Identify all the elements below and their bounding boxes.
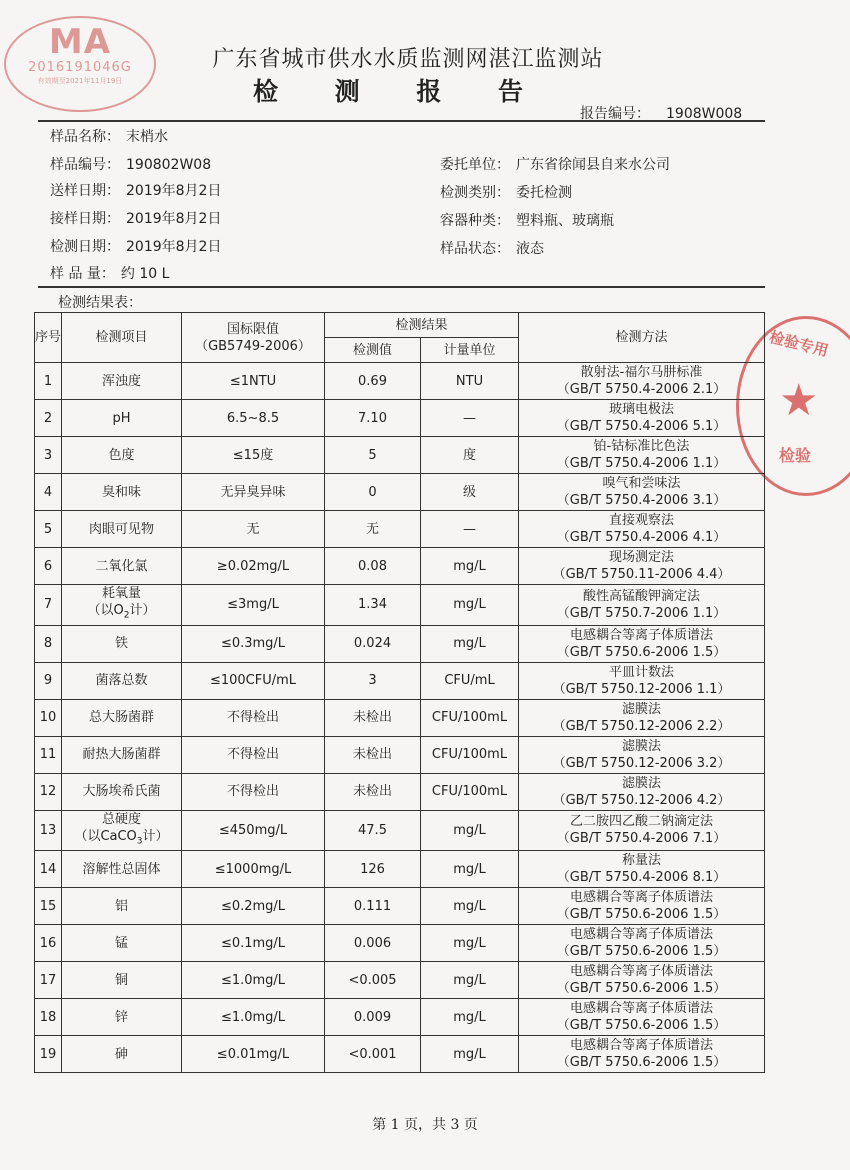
row-no: 3 [35, 437, 62, 474]
row-item [62, 925, 182, 962]
row-value: 0.024 [325, 625, 421, 662]
page-indicator: 第 1 页，共 3 页 [372, 1117, 478, 1133]
row-unit: CFU/mL [421, 662, 519, 699]
row-method-standard: （GB/T 5750.4-2006 8.1） [556, 870, 727, 886]
report-number-label: 报告编号： [580, 106, 650, 122]
results-table-body [35, 363, 765, 1073]
row-limit: ≤0.2mg/L [182, 888, 325, 925]
row-limit: 6.5~8.5 [182, 400, 325, 437]
table-row [35, 999, 765, 1036]
row-item-name: 铝 [114, 898, 128, 914]
row-item [62, 625, 182, 662]
row-method-name: 滤膜法 [622, 775, 662, 791]
row-limit: 不得检出 [182, 773, 325, 810]
header-rule [38, 120, 765, 122]
row-method-name: 乙二胺四乙酸二钠滴定法 [570, 814, 714, 830]
row-unit: mg/L [421, 851, 519, 888]
row-method [519, 363, 765, 400]
row-value: 5 [325, 437, 421, 474]
row-method-standard: （GB/T 5750.6-2006 1.5） [556, 944, 727, 960]
row-method [519, 400, 765, 437]
table-row [35, 736, 765, 773]
row-limit: 不得检出 [182, 699, 325, 736]
col-header-limit [182, 313, 325, 363]
row-method-name: 电感耦合等离子体质谱法 [570, 964, 714, 980]
row-method-name: 嗅气和尝味法 [602, 476, 681, 491]
row-no: 16 [35, 925, 62, 962]
row-no: 1 [35, 363, 62, 400]
row-unit: — [421, 511, 519, 548]
row-value: 0.69 [325, 363, 421, 400]
row-method-standard: （GB/T 5750.4-2006 2.1） [556, 382, 727, 397]
table-row [35, 474, 765, 511]
row-no: 12 [35, 773, 62, 810]
row-method [519, 1036, 765, 1073]
received-date-row [50, 208, 221, 228]
client-label: 委托单位： [440, 157, 510, 173]
row-no: 15 [35, 888, 62, 925]
sent-date-value: 2019年8月2日 [126, 183, 222, 199]
row-item-name: pH [112, 410, 131, 426]
col-header-unit: 计量单位 [421, 338, 519, 363]
row-item-name: 砷 [114, 1046, 128, 1062]
row-unit: mg/L [421, 999, 519, 1036]
sample-name-row [50, 126, 168, 146]
row-item-name: 铜 [114, 972, 128, 988]
results-table [34, 312, 765, 1073]
row-limit: ≤1NTU [182, 363, 325, 400]
row-method [519, 925, 765, 962]
row-method-standard: （GB/T 5750.6-2006 1.5） [556, 644, 727, 660]
cma-stamp-letters: MA [48, 22, 112, 62]
row-item [62, 699, 182, 736]
col-header-method: 检测方法 [519, 313, 765, 363]
row-value: 0.006 [325, 925, 421, 962]
row-method [519, 962, 765, 999]
row-method [519, 548, 765, 585]
sample-qty-row [50, 263, 169, 283]
row-item [62, 548, 182, 585]
row-unit: CFU/100mL [421, 773, 519, 810]
table-row [35, 699, 765, 736]
sent-date-row [50, 180, 221, 200]
row-no: 17 [35, 962, 62, 999]
row-no: 14 [35, 851, 62, 888]
row-unit: mg/L [421, 925, 519, 962]
row-no: 6 [35, 548, 62, 585]
row-limit: ≤15度 [182, 437, 325, 474]
row-method-name: 滤膜法 [622, 738, 662, 754]
row-item-name: 二氧化氯 [95, 558, 148, 574]
sample-id-label: 样品编号： [50, 157, 120, 173]
sample-qty-value: 约 10 L [120, 266, 170, 282]
row-unit: mg/L [421, 1036, 519, 1073]
row-no: 2 [35, 400, 62, 437]
sample-name-label: 样品名称： [50, 129, 120, 145]
row-no: 19 [35, 1036, 62, 1073]
row-item-basis-text: （以O [87, 603, 124, 618]
info-rule [38, 286, 765, 288]
row-value: 0 [325, 474, 421, 511]
row-method-standard: （GB/T 5750.4-2006 5.1） [556, 419, 727, 434]
table-row [35, 962, 765, 999]
row-item [62, 888, 182, 925]
sent-date-label: 送样日期： [50, 183, 120, 199]
row-method-name: 电感耦合等离子体质谱法 [570, 1001, 714, 1017]
row-method-standard: （GB/T 5750.6-2006 1.5） [556, 1055, 727, 1071]
row-item [62, 736, 182, 773]
table-row [35, 585, 765, 626]
row-limit: 不得检出 [182, 736, 325, 773]
row-value: 0.009 [325, 999, 421, 1036]
row-method [519, 851, 765, 888]
row-no: 5 [35, 511, 62, 548]
row-item-basis [62, 602, 181, 625]
row-method [519, 625, 765, 662]
row-no: 8 [35, 625, 62, 662]
test-type-value: 委托检测 [516, 185, 572, 201]
row-method-standard: （GB/T 5750.6-2006 1.5） [556, 907, 727, 923]
cma-stamp-code: 2016191046G [28, 60, 132, 75]
row-unit: CFU/100mL [421, 699, 519, 736]
row-limit: ≤3mg/L [182, 585, 325, 626]
row-item [62, 662, 182, 699]
row-value: 未检出 [325, 773, 421, 810]
cma-stamp [4, 16, 156, 112]
row-item-name: 色度 [108, 447, 135, 463]
row-item-name: 溶解性总固体 [82, 861, 161, 877]
col-header-limit-label: 国标限值 [226, 321, 279, 337]
row-no: 4 [35, 474, 62, 511]
row-limit: 无异臭异味 [182, 474, 325, 511]
row-method-standard: （GB/T 5750.4-2006 3.1） [556, 493, 727, 508]
organization-title: 广东省城市供水水质监测网湛江监测站 [212, 47, 604, 72]
sample-qty-label: 样 品 量： [50, 266, 115, 282]
row-value: 无 [325, 511, 421, 548]
col-header-limit-std: （GB5749-2006） [195, 338, 311, 354]
row-method-name: 散射法-福尔马肼标准 [580, 365, 703, 380]
row-method-name: 平皿计数法 [609, 664, 675, 680]
row-value: 未检出 [325, 699, 421, 736]
results-table-title: 检测结果表： [58, 295, 142, 311]
row-item [62, 851, 182, 888]
table-row [35, 888, 765, 925]
row-item [62, 511, 182, 548]
row-unit: mg/L [421, 888, 519, 925]
container-value: 塑料瓶、玻璃瓶 [516, 213, 614, 229]
row-item [62, 585, 182, 626]
table-row [35, 1036, 765, 1073]
row-limit: ≤1000mg/L [182, 851, 325, 888]
sample-state-value: 液态 [516, 241, 544, 257]
row-item [62, 474, 182, 511]
row-item-name: 总大肠菌群 [88, 710, 154, 726]
row-item-name: 锌 [114, 1009, 128, 1025]
row-method [519, 437, 765, 474]
row-method [519, 999, 765, 1036]
row-method-name: 滤膜法 [622, 701, 662, 717]
inspection-seal-arc-text: 检验专用 [767, 327, 831, 360]
row-value: 0.08 [325, 548, 421, 585]
row-unit: mg/L [421, 625, 519, 662]
row-value: 未检出 [325, 736, 421, 773]
row-item [62, 773, 182, 810]
row-item-name: 臭和味 [101, 484, 141, 500]
row-unit: mg/L [421, 962, 519, 999]
row-value: 0.111 [325, 888, 421, 925]
row-method-name: 酸性高锰酸钾滴定法 [583, 588, 701, 604]
row-item [62, 999, 182, 1036]
sample-state-row [440, 238, 544, 258]
row-no: 9 [35, 662, 62, 699]
row-limit: ≤1.0mg/L [182, 999, 325, 1036]
row-method-standard: （GB/T 5750.7-2006 1.1） [556, 605, 727, 621]
test-type-row [440, 182, 572, 202]
row-method-name: 电感耦合等离子体质谱法 [570, 627, 714, 643]
row-unit: NTU [421, 363, 519, 400]
test-type-label: 检测类别： [440, 185, 510, 201]
col-header-value: 检测值 [325, 338, 421, 363]
row-unit: 度 [421, 437, 519, 474]
sample-name-value: 末梢水 [126, 129, 168, 145]
row-no: 10 [35, 699, 62, 736]
row-unit: mg/L [421, 810, 519, 851]
client-row [440, 154, 670, 174]
row-limit: ≤0.3mg/L [182, 625, 325, 662]
report-number-value: 1908W008 [666, 106, 743, 122]
sample-state-label: 样品状态： [440, 241, 510, 257]
row-method-name: 称量法 [622, 853, 662, 869]
row-method-name: 现场测定法 [609, 550, 675, 565]
row-value: 1.34 [325, 585, 421, 626]
row-item-name: 耐热大肠菌群 [82, 747, 161, 763]
row-method [519, 699, 765, 736]
table-row [35, 925, 765, 962]
sample-id-value: 190802W08 [126, 157, 212, 173]
row-method-standard: （GB/T 5750.4-2006 1.1） [556, 456, 727, 471]
row-method-name: 电感耦合等离子体质谱法 [570, 890, 714, 906]
row-unit: CFU/100mL [421, 736, 519, 773]
table-row [35, 437, 765, 474]
row-limit: ≤0.01mg/L [182, 1036, 325, 1073]
row-limit: ≥0.02mg/L [182, 548, 325, 585]
seal-star-icon: ★ [779, 375, 819, 426]
container-row [440, 210, 614, 230]
row-method-standard: （GB/T 5750.12-2006 1.1） [552, 681, 731, 697]
test-date-value: 2019年8月2日 [126, 239, 222, 255]
table-row [35, 363, 765, 400]
row-method-name: 玻璃电极法 [609, 402, 675, 417]
row-method-standard: （GB/T 5750.6-2006 1.5） [556, 1018, 727, 1034]
row-method-name: 直接观察法 [609, 513, 675, 528]
row-method [519, 773, 765, 810]
row-method [519, 810, 765, 851]
row-limit: ≤450mg/L [182, 810, 325, 851]
row-item-basis-subscript: 3 [136, 836, 143, 847]
sample-id-row [50, 154, 211, 174]
row-item [62, 1036, 182, 1073]
row-item-name: 菌落总数 [95, 673, 148, 689]
row-item-name: 总硬度 [101, 811, 141, 827]
row-item-basis [62, 828, 181, 851]
row-value: 126 [325, 851, 421, 888]
row-item-basis-suffix: 计） [142, 828, 169, 844]
table-row [35, 810, 765, 851]
row-method-standard: （GB/T 5750.12-2006 2.2） [552, 718, 731, 734]
received-date-label: 接样日期： [50, 211, 120, 227]
row-method [519, 888, 765, 925]
cma-stamp-note: 有效期至2021年11月19日 [37, 77, 123, 85]
row-limit: 无 [182, 511, 325, 548]
row-item-name: 锰 [114, 935, 128, 951]
table-row [35, 851, 765, 888]
container-label: 容器种类： [440, 213, 510, 229]
row-limit: ≤100CFU/mL [182, 662, 325, 699]
received-date-value: 2019年8月2日 [126, 211, 222, 227]
row-method-standard: （GB/T 5750.4-2006 4.1） [556, 530, 727, 545]
row-no: 7 [35, 585, 62, 626]
test-date-label: 检测日期： [50, 239, 120, 255]
row-method [519, 511, 765, 548]
row-item-basis-subscript: 2 [123, 610, 130, 621]
row-item-name: 浑浊度 [101, 373, 141, 389]
row-no: 11 [35, 736, 62, 773]
row-unit: mg/L [421, 585, 519, 626]
row-method-standard: （GB/T 5750.12-2006 4.2） [552, 792, 731, 808]
row-item-basis-text: （以CaCO [74, 828, 137, 844]
row-method-standard: （GB/T 5750.11-2006 4.4） [552, 567, 731, 582]
table-row [35, 773, 765, 810]
table-row [35, 662, 765, 699]
report-title: 检 测 报 告 [252, 77, 548, 106]
row-method-name: 电感耦合等离子体质谱法 [570, 927, 714, 943]
row-method-name: 铂-钴标准比色法 [593, 439, 690, 454]
client-value: 广东省徐闻县自来水公司 [516, 157, 670, 173]
row-value: <0.005 [325, 962, 421, 999]
row-item [62, 437, 182, 474]
row-method-name: 电感耦合等离子体质谱法 [570, 1038, 714, 1054]
row-item [62, 400, 182, 437]
row-value: 3 [325, 662, 421, 699]
row-unit: — [421, 400, 519, 437]
row-item-basis-suffix: 计） [129, 603, 156, 618]
row-item [62, 363, 182, 400]
row-value: <0.001 [325, 1036, 421, 1073]
row-item-name: 肉眼可见物 [88, 521, 154, 537]
row-item-name: 大肠埃希氏菌 [82, 784, 161, 800]
row-no: 13 [35, 810, 62, 851]
row-method-standard: （GB/T 5750.6-2006 1.5） [556, 981, 727, 997]
row-method-standard: （GB/T 5750.12-2006 3.2） [552, 755, 731, 771]
inspection-seal-text: 检验 [779, 446, 812, 465]
row-limit: ≤0.1mg/L [182, 925, 325, 962]
row-method [519, 662, 765, 699]
table-row [35, 400, 765, 437]
row-method [519, 585, 765, 626]
row-item-name: 铁 [114, 636, 128, 652]
col-header-no: 序号 [35, 313, 62, 363]
row-no: 18 [35, 999, 62, 1036]
row-limit: ≤1.0mg/L [182, 962, 325, 999]
table-row [35, 548, 765, 585]
table-row [35, 511, 765, 548]
row-item-name: 耗氧量 [101, 586, 141, 601]
col-header-item: 检测项目 [62, 313, 182, 363]
row-method-standard: （GB/T 5750.4-2006 7.1） [556, 831, 727, 847]
col-header-result: 检测结果 [325, 313, 519, 338]
row-unit: 级 [421, 474, 519, 511]
row-value: 7.10 [325, 400, 421, 437]
test-date-row [50, 236, 221, 256]
row-value: 47.5 [325, 810, 421, 851]
row-item [62, 810, 182, 851]
row-method [519, 474, 765, 511]
table-row [35, 625, 765, 662]
row-item [62, 962, 182, 999]
row-unit: mg/L [421, 548, 519, 585]
row-method [519, 736, 765, 773]
